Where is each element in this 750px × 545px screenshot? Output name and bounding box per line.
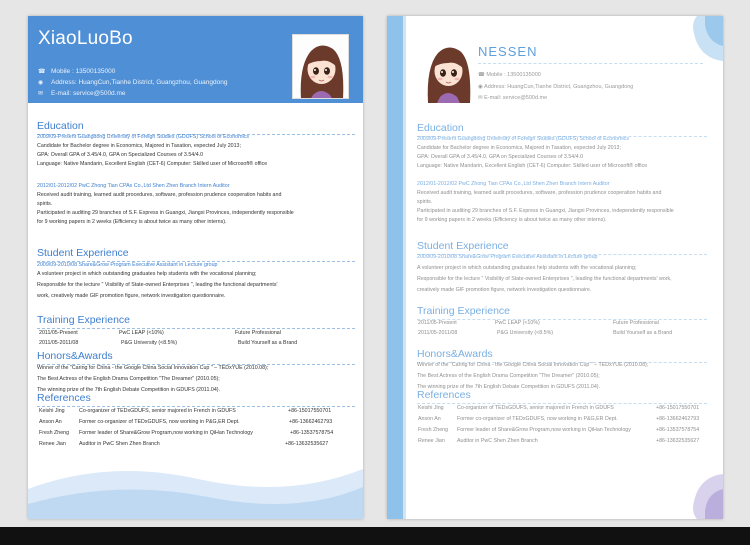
honor-item: The Best Actress of the English Drama Competition "The Dreamer" (2010.05); [417, 373, 600, 379]
reference-phone: +86-13662462793 [289, 419, 333, 425]
reference-name: Keishi Jing [418, 405, 444, 411]
reference-phone: +86-13537578754 [656, 427, 700, 433]
training-desc: Build Yourself as a Brand [238, 340, 298, 346]
address-row [38, 79, 227, 86]
student-entry-header: 2009/09-2010/08 Share&Grow Program Executive Assistant in Lecture group [37, 262, 218, 268]
email-row [478, 95, 547, 101]
reference-phone: +86-13632535627 [656, 438, 700, 444]
reference-desc: Co-organizer of TEDxGDUFS, senior majored in French in GDUFS [457, 405, 614, 411]
phone-icon: ☎ [478, 72, 487, 78]
reference-phone: +86-15017550701 [656, 405, 700, 411]
internship-line: Participated in auditing 29 branches of S.F. Express in Guangxi, Jiangxi Provinces, independently responsible [417, 208, 674, 214]
section-divider [417, 319, 707, 320]
phone-icon: ☎ [38, 69, 46, 75]
honor-item: The winning prize of the 7th English Debate Competition in GDUFS (2011.04). [417, 384, 601, 390]
section-divider [37, 328, 355, 329]
reference-name: Fresh Zheng [39, 430, 70, 436]
reference-name: Anson An [39, 419, 62, 425]
bottom-wave-decoration [28, 449, 363, 519]
references-heading: References [37, 392, 91, 404]
email-text: E-mail: service@500d.me [484, 95, 548, 101]
education-line: GPA: Overall GPA of 3.45/4.0, GPA on Specialized Courses of 3.54/4.0 [37, 152, 204, 158]
reference-desc: Auditor in PwC Shen Zhen Branch [457, 438, 538, 444]
reference-phone: +86-15017550701 [288, 408, 332, 414]
name-divider [478, 63, 703, 64]
student-line: Responsible for the lecture " Visibility of State-owned Enterprises ", leading the functional departments' work, [417, 276, 672, 282]
side-strip-light [403, 16, 406, 519]
mobile-row [478, 72, 541, 78]
internship-line: Participated in auditing 29 branches of S.F. Express in Guangxi, Jiangxi Provinces, independently responsible [37, 210, 294, 216]
student-line: A volunteer project in which outstanding graduates help students with the vocational planning; [417, 265, 637, 271]
location-icon: ◉ [478, 84, 485, 90]
corner-arc-decoration [683, 474, 723, 519]
education-heading: Education [417, 122, 464, 134]
reference-name: Keishi Jing [39, 408, 65, 414]
references-heading: References [417, 389, 471, 401]
internship-line: Received audit training, learned audit procedures, software, profession prudence cooperation habits and [417, 190, 662, 196]
email-row [38, 90, 126, 97]
resume-template-blue-header[interactable] [28, 16, 363, 519]
student-line: creatively made GIF promotion figure, network investigation questionnaire. [417, 287, 592, 293]
honor-item: Winner of the "Caring for China - the Google China Social Innovation Cup " – TEDxYUE (2010.08); [37, 365, 269, 371]
internship-line: for 9 working papers in 2 weeks (Efficiency is about twice as many other interns). [37, 219, 227, 225]
mail-icon: ✉ [478, 95, 485, 101]
training-date: 2011/05-2011/08 [39, 340, 79, 346]
education-line: Language: Native Mandarin, Excellent English (CET-6) Computer: Skilled user of Microsoft® office [417, 163, 648, 169]
education-line: Candidate for Bachelor degree in Economics, Majored in Taxation, expected July 2013; [37, 143, 241, 149]
reference-desc: Former co-organizer of TEDxGDUFS, now working in P&G,ER Dept. [79, 419, 240, 425]
training-date: 2011/05-Present [418, 320, 457, 326]
section-divider [37, 406, 355, 407]
candidate-name: XiaoLuoBo [38, 28, 133, 49]
reference-desc: Former co-organizer of TEDxGDUFS, now working in P&G,ER Dept. [457, 416, 618, 422]
training-org: P&G University (<8.5%) [497, 330, 554, 336]
training-desc: Future Professional [235, 330, 281, 336]
cartoon-girl-avatar [420, 37, 477, 103]
reference-desc: Former leader of Share&Grow Program,now working in QiHan Technology [79, 430, 253, 436]
address-row [478, 84, 633, 90]
student-line: Responsible for the lecture " Visibility of State-owned Enterprises ", leading the functional departments' [37, 282, 278, 288]
training-org: PwC LEAP (<10%) [119, 330, 164, 336]
student-experience-heading: Student Experience [37, 247, 129, 259]
reference-desc: Auditor in PwC Shen Zhen Branch [79, 441, 160, 447]
mobile-text: Mobile : 13500135000 [486, 72, 541, 78]
honor-item: The winning prize of the 7th English Debate Competition in GDUFS (2011.04). [37, 387, 221, 393]
training-heading: Training Experience [417, 305, 510, 317]
resume-template-side-strip[interactable] [387, 16, 723, 519]
address-text: Address: HuangCun,Tianhe District, Guangzhou, Guangdong [51, 79, 228, 86]
education-line: Language: Native Mandarin, Excellent English (CET-6) Computer: Skilled user of Microsoft® office [37, 161, 268, 167]
student-entry-header: 2009/09-2010/08 Share&Grow Program Executive Assistant in Lecture group [417, 254, 598, 260]
student-experience-heading: Student Experience [417, 240, 509, 252]
student-line: work, creatively made GIF promotion figure, network investigation questionnaire. [37, 293, 226, 299]
training-desc: Future Professional [613, 320, 659, 326]
reference-name: Renee Jian [39, 441, 66, 447]
training-org: PwC LEAP (<10%) [495, 320, 540, 326]
honors-heading: Honors&Awards [417, 348, 493, 360]
mail-icon: ✉ [38, 91, 44, 97]
internship-line: spirits. [37, 201, 53, 207]
education-heading: Education [37, 120, 84, 132]
internship-line: spirits. [417, 199, 433, 205]
reference-desc: Co-organizer of TEDxGDUFS, senior majored in French in GDUFS [79, 408, 236, 414]
reference-name: Renee Jian [418, 438, 445, 444]
reference-phone: +86-13662462793 [656, 416, 700, 422]
profile-photo [292, 34, 349, 99]
section-divider [417, 403, 707, 404]
honor-item: Winner of the "Caring for China - the Google China Social Innovation Cup " – TEDxYUE (2010.08); [417, 362, 649, 368]
side-strip [387, 16, 403, 519]
education-line: Candidate for Bachelor degree in Economics, Majored in Taxation, expected July 2013; [417, 145, 621, 151]
honor-item: The Best Actress of the English Drama Competition "The Dreamer" (2010.05); [37, 376, 220, 382]
candidate-name: NESSEN [478, 44, 538, 59]
corner-arc-decoration [683, 16, 723, 61]
training-date: 2011/05-2011/08 [418, 330, 458, 336]
mobile-row [38, 68, 115, 75]
education-line: GPA: Overall GPA of 3.45/4.0, GPA on Specialized Courses of 3.54/4.0 [417, 154, 584, 160]
training-heading: Training Experience [37, 314, 130, 326]
honors-heading: Honors&Awards [37, 350, 113, 362]
reference-phone: +86-13537578754 [290, 430, 334, 436]
email-text: E-mail: service@500d.me [51, 90, 126, 97]
student-line: A volunteer project in which outstanding graduates help students with the vocational planning; [37, 271, 257, 277]
internship-line: Received audit training, learned audit procedures, software, profession prudence cooperation habits and [37, 192, 282, 198]
reference-phone: +86-13632535627 [285, 441, 329, 447]
reference-name: Fresh Zheng [418, 427, 449, 433]
bottom-bar [0, 527, 750, 545]
location-icon: ◉ [38, 80, 44, 86]
training-desc: Build Yourself as a Brand [613, 330, 673, 336]
internship-line: for 9 working papers in 2 weeks (Efficiency is about twice as many other interns). [417, 217, 607, 223]
address-text: Address: HuangCun,Tianhe District, Guangzhou, Guangdong [484, 84, 634, 90]
internship-entry-header: 2012/01-2012/02 PwC Zhong Tian CPAs Co.,Ltd Shen Zhen Branch Intern Auditor [417, 181, 610, 187]
internship-entry-header: 2012/01-2012/02 PwC Zhong Tian CPAs Co.,Ltd Shen Zhen Branch Intern Auditor [37, 183, 230, 189]
education-entry-header: 2009/09-Present Guangdong University of Foreign Studies (GDUFS) School of Economics [417, 136, 629, 142]
reference-desc: Former leader of Share&Grow Program,now working in QiHan Technology [457, 427, 631, 433]
mobile-text: Mobile : 13500135000 [51, 68, 116, 75]
training-date: 2011/05-Present [39, 330, 78, 336]
training-org: P&G University (<8.5%) [121, 340, 178, 346]
education-entry-header: 2009/09-Present Guangdong University of Foreign Studies (GDUFS) School of Economics [37, 134, 249, 140]
reference-name: Anson An [418, 416, 441, 422]
profile-photo [420, 37, 477, 103]
cartoon-girl-avatar [293, 35, 349, 99]
